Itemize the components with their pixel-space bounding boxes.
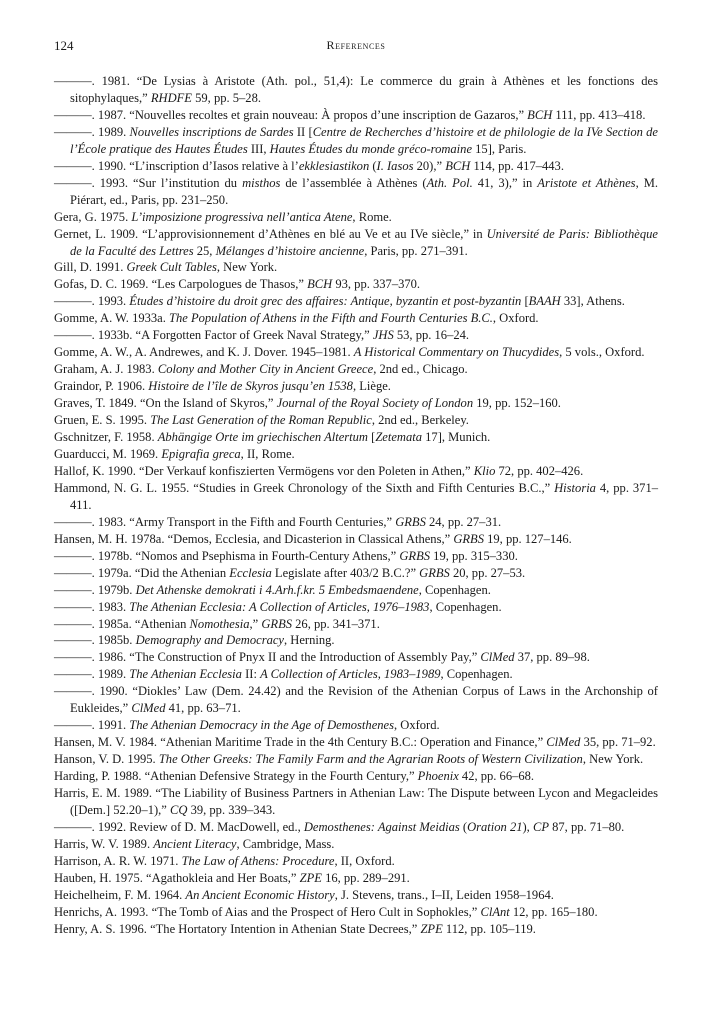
- entry-italic-text: A Collection of Articles, 1983–1989: [260, 667, 441, 682]
- entry-text: Hammond, N. G. L. 1955. “Studies in Greek Chronology of the Sixth and Fifth Centuries B.C.,”: [54, 480, 555, 495]
- entry-italic-text: Demosthenes: Against Meidias: [303, 819, 460, 834]
- entry-text: ———. 1985b.: [54, 633, 136, 648]
- entry-text: Henrichs, A. 1993. “The Tomb of Aias and the Prospect of Hero Cult in Sophokles,”: [54, 904, 481, 919]
- bibliography-entry: [54, 412, 658, 429]
- entry-text: Gruen, E. S. 1995.: [54, 413, 151, 428]
- entry-text: , Cambridge, Mass.: [236, 836, 335, 851]
- entry-text: ———. 1978b. “Nomos and Psephisma in Fourth-Century Athens,”: [54, 548, 400, 563]
- entry-italic-text: Greek Cult Tables: [126, 260, 217, 275]
- entry-text: 4, pp. 371–411.: [70, 480, 658, 512]
- bibliography-entry: [54, 463, 658, 480]
- bibliography-entry: [54, 649, 658, 666]
- entry-italic-text: The Athenian Democracy in the Age of Demosthenes: [129, 718, 394, 733]
- entry-text: Hansen, M. H. 1978a. “Demos, Ecclesia, and Dicasterion in Classical Athens,”: [54, 531, 454, 546]
- bibliography-entry: [54, 683, 658, 717]
- entry-text: Henry, A. S. 1996. “The Hortatory Intention in Athenian State Decrees,”: [54, 921, 421, 936]
- entry-text: Harris, W. V. 1989.: [54, 836, 154, 851]
- bibliography-entry: [54, 175, 658, 209]
- entry-text: 42, pp. 66–68.: [458, 769, 535, 784]
- entry-italic-text: ZPE: [420, 921, 443, 936]
- entry-italic-text: RHDFE: [150, 90, 192, 105]
- entry-text: , II, Rome.: [240, 446, 295, 461]
- entry-italic-text: CP: [532, 819, 549, 834]
- entry-text: 41, pp. 63–71.: [165, 701, 241, 716]
- entry-text: 25,: [193, 243, 216, 258]
- bibliography-entry: [54, 904, 658, 921]
- bibliography-entry: [54, 887, 658, 904]
- bibliography-entry: [54, 582, 658, 599]
- entry-text: 72, pp. 402–426.: [495, 463, 584, 478]
- entry-italic-text: ZPE: [299, 870, 322, 885]
- entry-text: ———. 1986. “The Construction of Pnyx II and the Introduction of Assembly Pay,”: [54, 650, 481, 665]
- entry-text: 15], Paris.: [472, 141, 527, 156]
- bibliography-entry: [54, 632, 658, 649]
- entry-italic-text: GRBS: [399, 548, 431, 563]
- entry-italic-text: CQ: [170, 802, 188, 817]
- entry-text: Graham, A. J. 1983.: [54, 362, 158, 377]
- entry-text: ———. 1933b. “A Forgotten Factor of Greek Naval Strategy,”: [54, 328, 373, 343]
- entry-text: Gera, G. 1975.: [54, 209, 132, 224]
- entry-italic-text: ClAnt: [480, 904, 510, 919]
- entry-text: , Copenhagen.: [429, 599, 502, 614]
- entry-text: , Oxford.: [492, 311, 539, 326]
- bibliography-entry: [54, 276, 658, 293]
- entry-text: , J. Stevens, trans., I–II, Leiden 1958–1964.: [334, 887, 554, 902]
- entry-text: Harris, E. M. 1989. “The Liability of Business Partners in Athenian Law: The Dispute between Lycon and Megacleides ([Dem.] 52.20–1),”: [54, 786, 658, 817]
- bibliography-entry: [54, 616, 658, 633]
- bibliography-entry: [54, 751, 658, 768]
- entry-italic-text: Hautes Études du monde gréco-romaine: [269, 141, 473, 156]
- bibliography-entry: [54, 73, 658, 107]
- entry-text: ,”: [249, 616, 262, 631]
- page-header: [54, 38, 658, 60]
- entry-text: , Paris, pp. 271–391.: [364, 243, 468, 258]
- entry-text: 53, pp. 16–24.: [393, 328, 470, 343]
- bibliography-entry: [54, 565, 658, 582]
- entry-text: Hallof, K. 1990. “Der Verkauf konfiszierten Vermögens vor den Poleten in Athen,”: [54, 463, 474, 478]
- entry-text: Gill, D. 1991.: [54, 260, 127, 275]
- entry-text: Graindor, P. 1906.: [54, 379, 149, 394]
- bibliography-entry: [54, 158, 658, 175]
- entry-text: , New York.: [582, 752, 644, 767]
- bibliography-entry: [54, 446, 658, 463]
- bibliography-entry: [54, 480, 658, 514]
- entry-text: de l’assemblée à Athènes (: [280, 175, 427, 190]
- entry-text: ———. 1992. Review of D. M. MacDowell, ed.,: [54, 819, 304, 834]
- entry-text: Hauben, H. 1975. “Agathokleia and Her Boats,”: [54, 870, 300, 885]
- entry-text: Gschnitzer, F. 1958.: [54, 430, 158, 445]
- entry-text: 111, pp. 413–418.: [552, 107, 646, 122]
- entry-text: 35, pp. 71–92.: [580, 735, 656, 750]
- entry-text: 19, pp. 152–160.: [473, 396, 561, 411]
- entry-text: II:: [241, 667, 261, 682]
- entry-italic-text: ekklesiastikon: [298, 158, 370, 173]
- entry-text: , 5 vols., Oxford.: [559, 345, 645, 360]
- bibliography-list: [54, 73, 658, 938]
- entry-italic-text: BCH: [527, 107, 553, 122]
- entry-text: (: [459, 819, 468, 834]
- bibliography-entry: [54, 599, 658, 616]
- entry-text: 37, pp. 89–98.: [514, 650, 590, 665]
- entry-italic-text: Nomothesia: [189, 616, 250, 631]
- entry-italic-text: The Other Greeks: The Family Farm and the Agrarian Roots of Western Civilization: [158, 752, 583, 767]
- entry-text: 112, pp. 105–119.: [442, 921, 536, 936]
- entry-italic-text: The Last Generation of the Roman Republic: [150, 413, 372, 428]
- entry-text: 24, pp. 27–31.: [425, 514, 502, 529]
- entry-italic-text: BCH: [307, 277, 333, 292]
- entry-italic-text: Demography and Democracy: [135, 633, 284, 648]
- entry-text: 20),”: [413, 158, 446, 173]
- entry-text: ———. 1993. “Sur l’institution du: [54, 175, 243, 190]
- entry-italic-text: Nouvelles inscriptions de Sardes: [129, 124, 294, 139]
- bibliography-entry: [54, 378, 658, 395]
- entry-italic-text: Ecclesia: [229, 565, 272, 580]
- running-head: References: [326, 38, 386, 52]
- entry-italic-text: Klio: [473, 463, 496, 478]
- entry-italic-text: GRBS: [453, 531, 484, 546]
- entry-italic-text: BAAH: [528, 294, 561, 309]
- bibliography-entry: [54, 107, 658, 124]
- entry-text: , Herning.: [284, 633, 335, 648]
- bibliography-entry: [54, 666, 658, 683]
- bibliography-entry: [54, 514, 658, 531]
- bibliography-entry: [54, 209, 658, 226]
- entry-italic-text: BCH: [445, 158, 471, 173]
- entry-italic-text: ClMed: [131, 701, 166, 716]
- entry-text: 26, pp. 341–371.: [292, 616, 380, 631]
- bibliography-entry: [54, 768, 658, 785]
- entry-text: ———. 1987. “Nouvelles recoltes et grain nouveau: À propos d’une inscription de Gazaros,”: [54, 107, 528, 122]
- entry-text: III,: [247, 141, 270, 156]
- entry-italic-text: The Law of Athens: Procedure: [181, 853, 335, 868]
- entry-italic-text: Colony and Mother City in Ancient Greece: [157, 362, 374, 377]
- bibliography-entry: [54, 734, 658, 751]
- entry-italic-text: Centre de Recherches d’histoire et de philologie de la IVe Section de l’École pratique des Hautes Études: [70, 124, 658, 156]
- entry-text: (: [369, 158, 377, 173]
- bibliography-entry: [54, 327, 658, 344]
- entry-text: Guarducci, M. 1969.: [54, 446, 162, 461]
- entry-text: 39, pp. 339–343.: [187, 802, 276, 817]
- entry-italic-text: An Ancient Economic History: [185, 887, 335, 902]
- entry-text: ———. 1983.: [54, 599, 130, 614]
- entry-italic-text: The Athenian Ecclesia: A Collection of Articles, 1976–1983: [129, 599, 430, 614]
- entry-italic-text: Université de Paris: Bibliothèque de la Faculté des Lettres: [70, 226, 658, 258]
- entry-text: Gomme, A. W. 1933a.: [54, 311, 170, 326]
- entry-text: 33], Athens.: [560, 294, 625, 309]
- entry-text: ———. 1983. “Army Transport in the Fifth and Fourth Centuries,”: [54, 514, 396, 529]
- entry-italic-text: JHS: [372, 328, 394, 343]
- page-number: 124: [54, 38, 74, 53]
- entry-text: ———. 1990. “L’inscription d’Iasos relative à l’: [54, 158, 299, 173]
- entry-text: ———. 1979a. “Did the Athenian: [54, 565, 230, 580]
- entry-italic-text: ClMed: [480, 650, 515, 665]
- entry-text: , 2nd ed., Chicago.: [373, 362, 468, 377]
- entry-italic-text: L’imposizione progressiva nell’antica Atene: [131, 209, 353, 224]
- entry-italic-text: GRBS: [261, 616, 293, 631]
- entry-text: ———. 1985a. “Athenian: [54, 616, 190, 631]
- entry-italic-text: GRBS: [395, 514, 426, 529]
- entry-text: , New York.: [216, 260, 278, 275]
- entry-text: 19, pp. 315–330.: [430, 548, 518, 563]
- entry-text: 87, pp. 71–80.: [549, 819, 625, 834]
- entry-text: , Liège.: [352, 379, 391, 394]
- entry-text: 93, pp. 337–370.: [332, 277, 421, 292]
- entry-italic-text: Ancient Literacy: [153, 836, 237, 851]
- entry-text: ———. 1989.: [54, 124, 130, 139]
- entry-text: Graves, T. 1849. “On the Island of Skyros,”: [54, 396, 277, 411]
- entry-text: , 2nd ed., Berkeley.: [371, 413, 469, 428]
- bibliography-entry: [54, 310, 658, 327]
- bibliography-entry: [54, 124, 658, 158]
- entry-text: 59, pp. 5–28.: [191, 90, 261, 105]
- entry-italic-text: A Historical Commentary on Thucydides: [353, 345, 560, 360]
- entry-text: Harding, P. 1988. “Athenian Defensive Strategy in the Fourth Century,”: [54, 769, 418, 784]
- entry-text: ———. 1991.: [54, 718, 130, 733]
- entry-text: ———. 1981. “De Lysias à Aristote (Ath. pol., 51,4): Le commerce du grain à Athènes et les fonctions des sitophylaques,”: [54, 74, 658, 105]
- entry-italic-text: Études d’histoire du droit grec des affaires: Antique, byzantin et post-byzantin: [129, 294, 522, 309]
- entry-text: ———. 1989.: [54, 667, 130, 682]
- entry-italic-text: Zetemata: [375, 430, 423, 445]
- entry-text: , Copenhagen.: [418, 582, 491, 597]
- bibliography-entry: [54, 548, 658, 565]
- bibliography-entry: [54, 785, 658, 819]
- bibliography-entry: [54, 853, 658, 870]
- entry-italic-text: Abhängige Orte im griechischen Altertum: [157, 430, 368, 445]
- entry-text: 12, pp. 165–180.: [509, 904, 598, 919]
- entry-text: Legislate after 403/2 B.C.?”: [271, 565, 420, 580]
- entry-italic-text: GRBS: [419, 565, 450, 580]
- bibliography-entry: [54, 717, 658, 734]
- entry-italic-text: Phoenix: [417, 769, 459, 784]
- entry-italic-text: Ath. Pol.: [426, 175, 473, 190]
- entry-text: 114, pp. 417–443.: [470, 158, 564, 173]
- entry-text: ———. 1990. “Diokles’ Law (Dem. 24.42) and the Revision of the Athenian Corpus of Laws in the Archonship of Eukleides,”: [54, 684, 658, 716]
- entry-italic-text: The Athenian Ecclesia: [129, 667, 242, 682]
- bibliography-entry: [54, 226, 658, 260]
- entry-text: 17], Munich.: [422, 430, 491, 445]
- bibliography-entry: [54, 531, 658, 548]
- entry-text: Heichelheim, F. M. 1964.: [54, 887, 186, 902]
- entry-italic-text: Journal of the Royal Society of London: [276, 396, 474, 411]
- entry-text: ———. 1993.: [54, 294, 130, 309]
- entry-text: Hansen, M. V. 1984. “Athenian Maritime Trade in the 4th Century B.C.: Operation and Finance,”: [54, 735, 547, 750]
- entry-italic-text: Mélanges d’histoire ancienne: [215, 243, 365, 258]
- entry-text: , Rome.: [352, 209, 392, 224]
- entry-italic-text: misthos: [242, 175, 281, 190]
- bibliography-entry: [54, 870, 658, 887]
- entry-text: 20, pp. 27–53.: [449, 565, 526, 580]
- entry-text: 41, 3),” in: [472, 175, 538, 190]
- entry-text: 19, pp. 127–146.: [483, 531, 572, 546]
- bibliography-entry: [54, 429, 658, 446]
- entry-italic-text: ClMed: [546, 735, 581, 750]
- entry-italic-text: Aristote et Athènes: [537, 175, 636, 190]
- entry-text: Hanson, V. D. 1995.: [54, 752, 159, 767]
- entry-text: II [: [293, 124, 313, 139]
- bibliography-entry: [54, 259, 658, 276]
- entry-italic-text: I. Iasos: [376, 158, 414, 173]
- entry-text: , Oxford.: [394, 718, 440, 733]
- entry-italic-text: Historia: [554, 480, 596, 495]
- entry-text: ),: [522, 819, 533, 834]
- bibliography-entry: [54, 293, 658, 310]
- bibliography-entry: [54, 921, 658, 938]
- entry-text: , Copenhagen.: [440, 667, 513, 682]
- entry-text: Harrison, A. R. W. 1971.: [54, 853, 182, 868]
- entry-italic-text: Epigrafia greca: [161, 446, 241, 461]
- entry-text: Gofas, D. C. 1969. “Les Carpologues de Thasos,”: [54, 277, 308, 292]
- bibliography-entry: [54, 344, 658, 361]
- entry-text: 16, pp. 289–291.: [321, 870, 410, 885]
- entry-italic-text: Oration 21: [467, 819, 523, 834]
- entry-text: ———. 1979b.: [54, 582, 136, 597]
- bibliography-entry: [54, 361, 658, 378]
- bibliography-entry: [54, 819, 658, 836]
- entry-text: [: [521, 294, 529, 309]
- entry-text: [: [367, 430, 376, 445]
- bibliography-entry: [54, 395, 658, 412]
- entry-italic-text: Histoire de l’île de Skyros jusqu’en 1538: [148, 379, 353, 394]
- entry-text: , M. Piérart, ed., Paris, pp. 231–250.: [70, 175, 658, 207]
- entry-text: , II, Oxford.: [334, 853, 395, 868]
- entry-text: Gomme, A. W., A. Andrewes, and K. J. Dover. 1945–1981.: [54, 345, 354, 360]
- bibliography-entry: [54, 836, 658, 853]
- entry-italic-text: Det Athenske demokrati i 4.Arh.f.kr. 5 Embedsmaendene: [135, 582, 419, 597]
- entry-text: Gernet, L. 1909. “L’approvisionnement d’Athènes en blé au Ve et au IVe siècle,” in: [54, 226, 487, 241]
- entry-italic-text: The Population of Athens in the Fifth and Fourth Centuries B.C.: [169, 311, 493, 326]
